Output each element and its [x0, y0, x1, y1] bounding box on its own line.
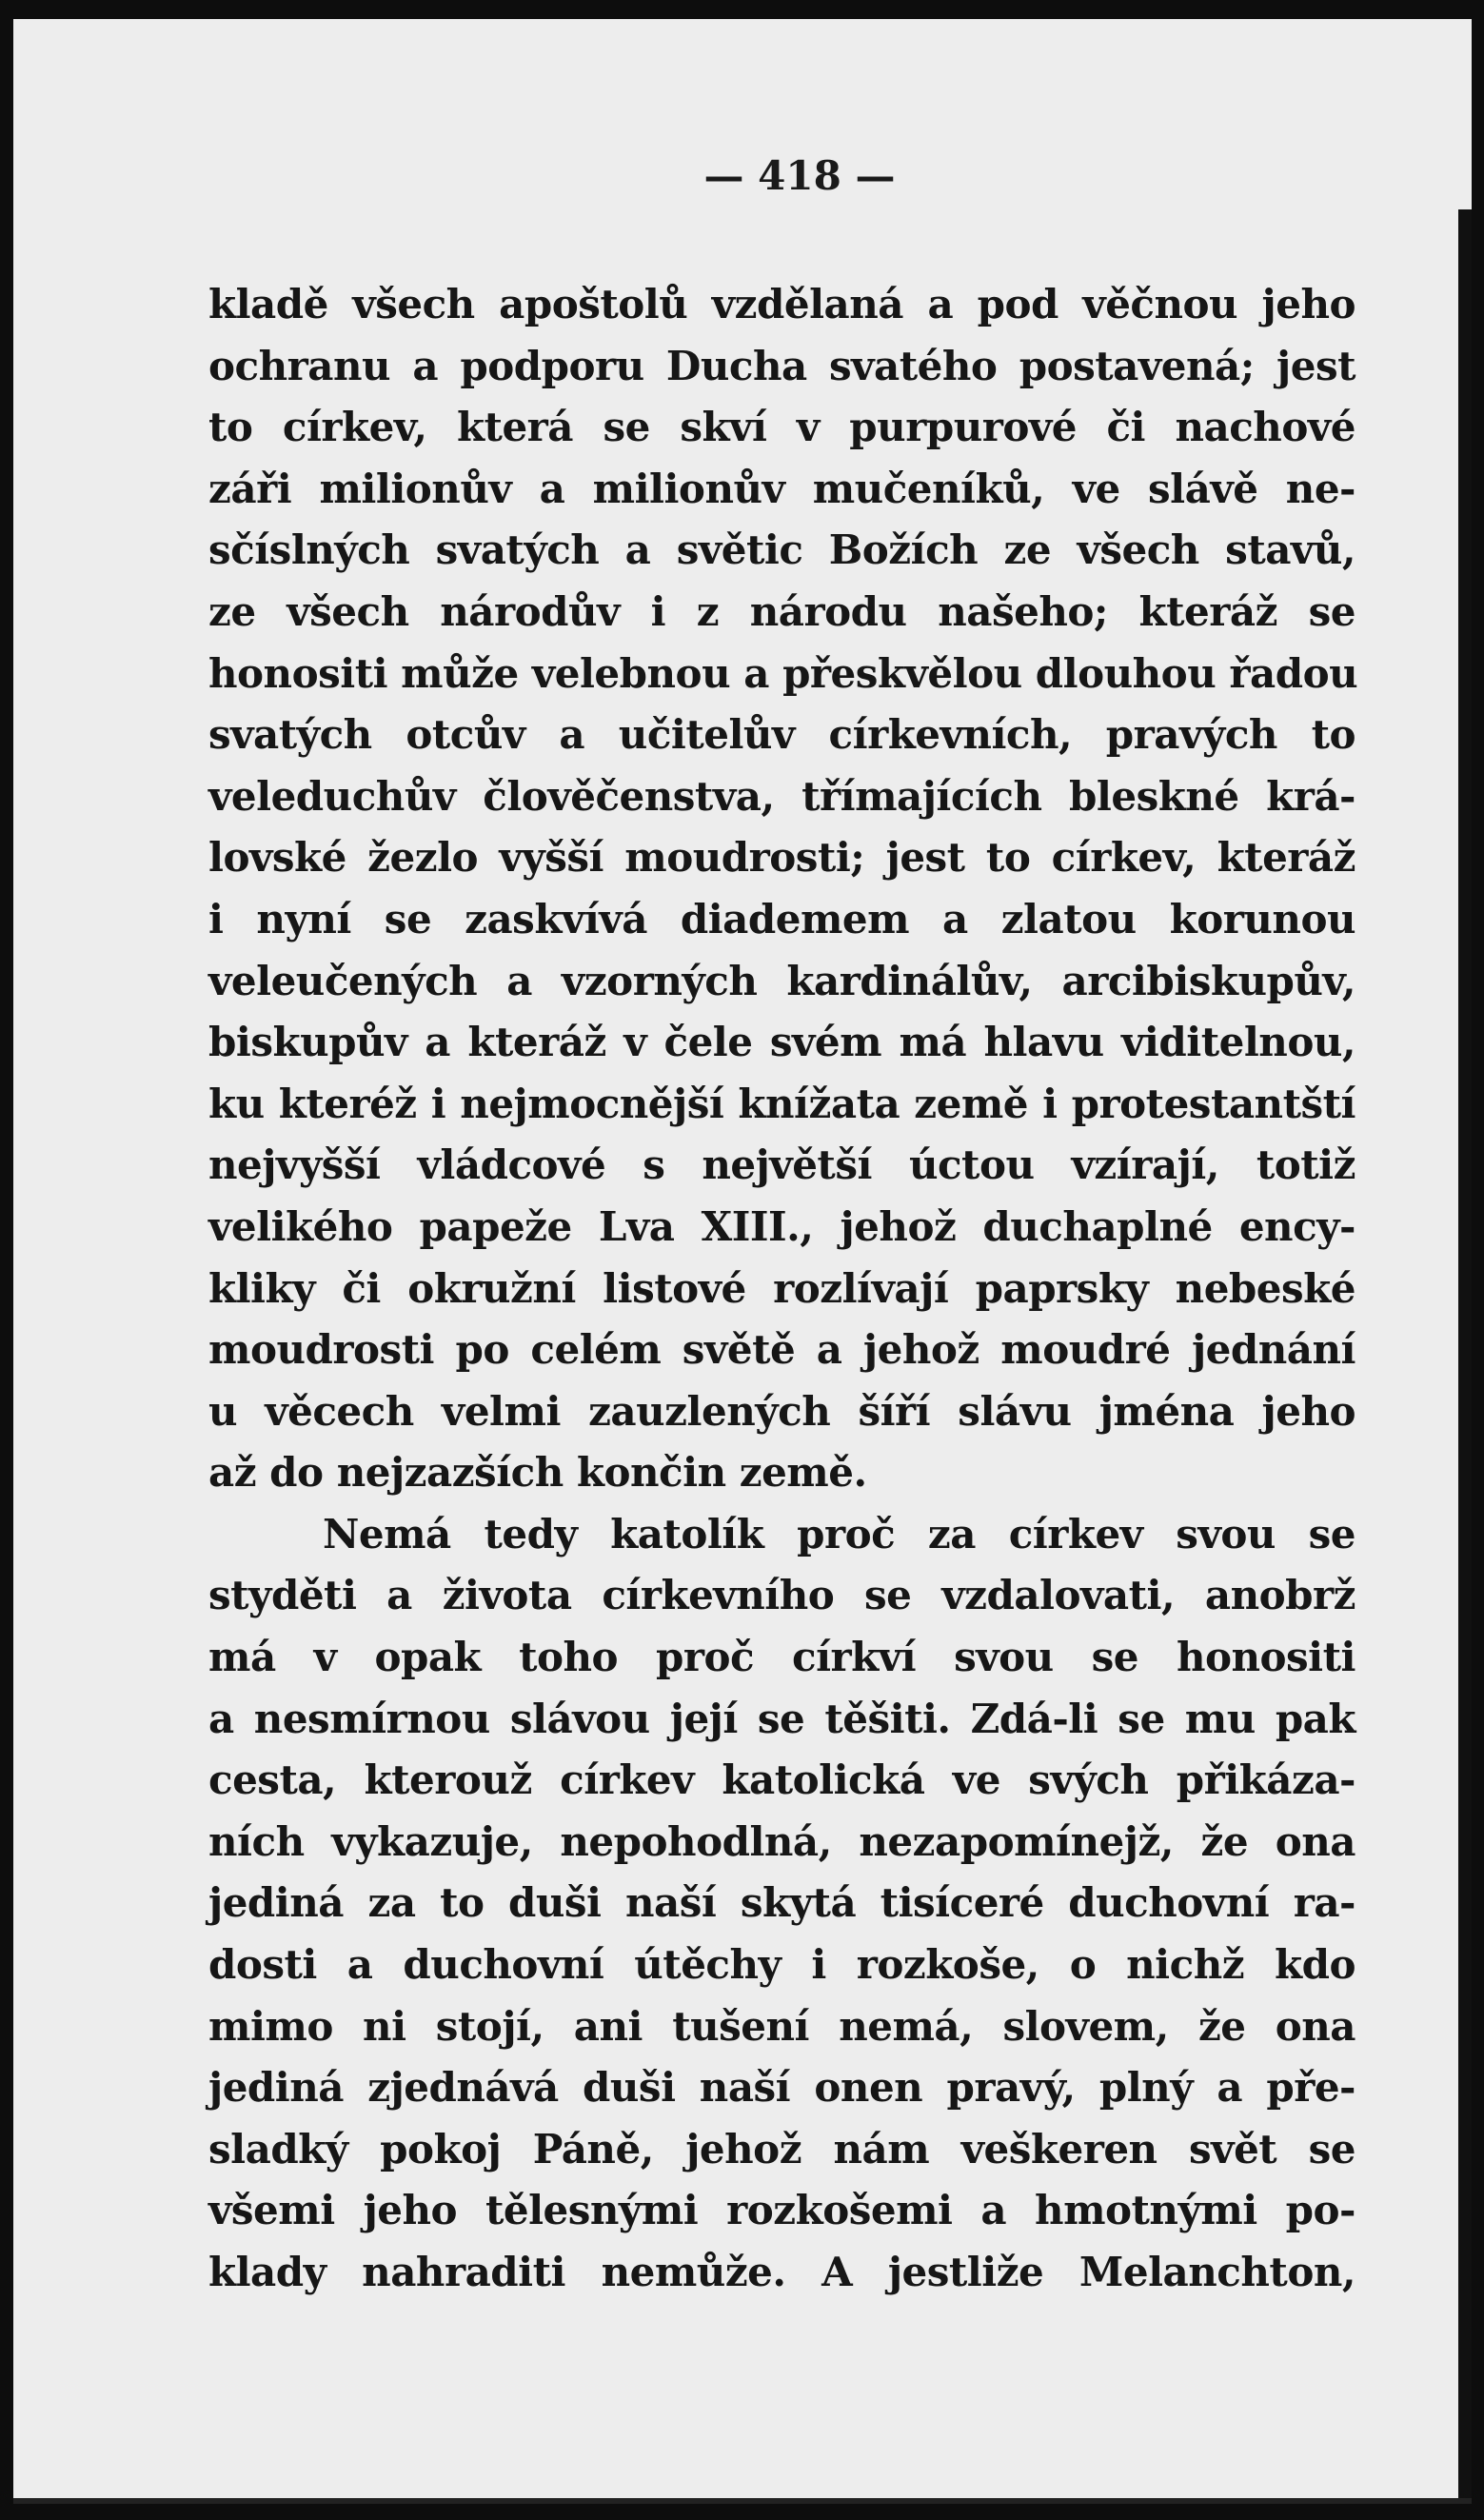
text-line: styděti a života církevního se vzdalovati, anobrž [208, 1572, 1355, 1619]
text-line: Nemá tedy katolík proč za církev svou se [323, 1510, 1355, 1558]
text-line: má v opak toho proč církví svou se honositi [208, 1634, 1355, 1681]
book-page [13, 19, 1472, 2504]
text-line: moudrosti po celém světě a jehož moudré jednání [208, 1326, 1355, 1374]
text-line: ku kteréž i nejmocnější knížata země i protestantští [208, 1080, 1355, 1127]
text-line: sladký pokoj Páně, jehož nám veškeren svět se [208, 2125, 1355, 2173]
page-number: — 418 — [703, 152, 896, 199]
text-line: ochranu a podporu Ducha svatého postavená; jest [208, 342, 1355, 389]
text-line: to církev, která se skví v purpurové či nachové [208, 404, 1355, 451]
text-line: lovské žezlo vyšší moudrosti; jest to církev, kteráž [208, 834, 1355, 882]
text-line: honositi může velebnou a přeskvělou dlouhou řadou [208, 649, 1358, 697]
text-line: biskupův a kteráž v čele svém má hlavu viditelnou, [208, 1019, 1355, 1066]
text-line: veleduchův člověčenstva, třímajících bleskné krá- [208, 772, 1355, 820]
text-line: svatých otcův a učitelův církevních, pravých to [208, 711, 1355, 759]
scan-bottom-edge [13, 2498, 1472, 2504]
text-line: i nyní se zaskvívá diademem a zlatou korunou [208, 895, 1355, 943]
text-line: klady nahraditi nemůže. A jestliže Melanchton, [208, 2249, 1355, 2295]
body-text [208, 274, 1358, 2304]
text-line: jediná za to duši naší skytá tisíceré duchovní ra- [208, 1879, 1355, 1927]
text-line: kliky či okružní listové rozlívají paprsky nebeské [208, 1264, 1355, 1312]
text-line: a nesmírnou slávou její se těšiti. Zdá-li se mu pak [208, 1695, 1355, 1742]
text-line: nejvyšší vládcové s největší úctou vzírají, totiž [208, 1141, 1355, 1189]
text-line: až do nejzazších končin země. [208, 1449, 867, 1497]
text-line: záři milionův a milionův mučeníků, ve slávě ne- [208, 465, 1355, 512]
text-line: mimo ni stojí, ani tušení nemá, slovem, že ona [208, 2002, 1355, 2050]
text-line: veleučených a vzorných kardinálův, arcibiskupův, [208, 957, 1355, 1004]
text-line: cesta, kterouž církev katolická ve svých přikáza- [208, 1756, 1355, 1804]
text-line: kladě všech apoštolů vzdělaná a pod věčnou jeho [208, 281, 1355, 327]
text-line: u věcech velmi zauzlených šíří slávu jména jeho [208, 1387, 1355, 1435]
text-line: ních vykazuje, nepohodlná, nezapomínejž, že ona [208, 1817, 1355, 1865]
text-line: velikého papeže Lva XIII., jehož duchaplné ency- [208, 1202, 1355, 1250]
scan-edge-shadow [1458, 209, 1472, 2504]
text-line: všemi jeho tělesnými rozkošemi a hmotnými po- [208, 2187, 1355, 2234]
text-line: dosti a duchovní útěchy i rozkoše, o nichž kdo [208, 1941, 1355, 1989]
text-line: jediná zjednává duši naší onen pravý, plný a pře- [208, 2064, 1355, 2112]
text-line: sčíslných svatých a světic Božích ze všech stavů, [208, 526, 1355, 574]
text-line: ze všech národův i z národu našeho; kteráž se [208, 587, 1355, 635]
